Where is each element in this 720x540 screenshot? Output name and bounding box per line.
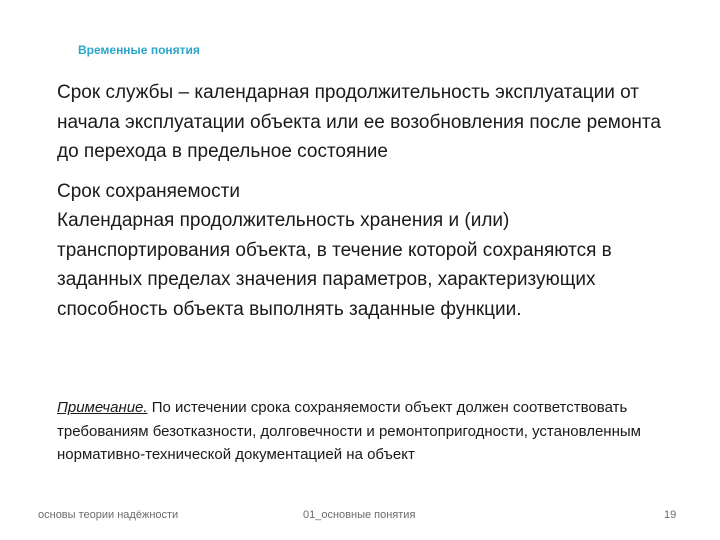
footer-section-name: 01_основные понятия <box>303 509 416 521</box>
definition-separator: – <box>173 82 195 103</box>
definition-service-life <box>57 78 667 167</box>
note-label: Примечание. <box>57 399 148 416</box>
page-number: 19 <box>664 509 677 521</box>
note-text: По истечении срока сохраняемости объект должен соответствовать требованиям безотказности, долговечности и ремонтопригодности, установленным нормативно-технической документацией на объект <box>57 399 641 463</box>
term-shelf-life: Срок сохраняемости <box>57 180 240 202</box>
definition-shelf-life <box>57 177 667 325</box>
definition-text-shelf-life: Календарная продолжительность хранения и (или) транспортирования объекта, в течение которой сохраняются в заданных пределах значения параметров, характеризующих способность объекта выполнять заданные функции. <box>57 210 612 320</box>
footer-course-title: основы теории надёжности <box>38 509 179 521</box>
definitions-block <box>57 78 667 324</box>
term-service-life: Срок службы <box>57 82 174 103</box>
note <box>57 396 657 467</box>
definition-text-service-life: календарная продолжительность эксплуатации от начала эксплуатации объекта или ее возобновления после ремонта до перехода в предельное состояние <box>57 82 661 162</box>
section-title: Временные понятия <box>78 43 200 57</box>
